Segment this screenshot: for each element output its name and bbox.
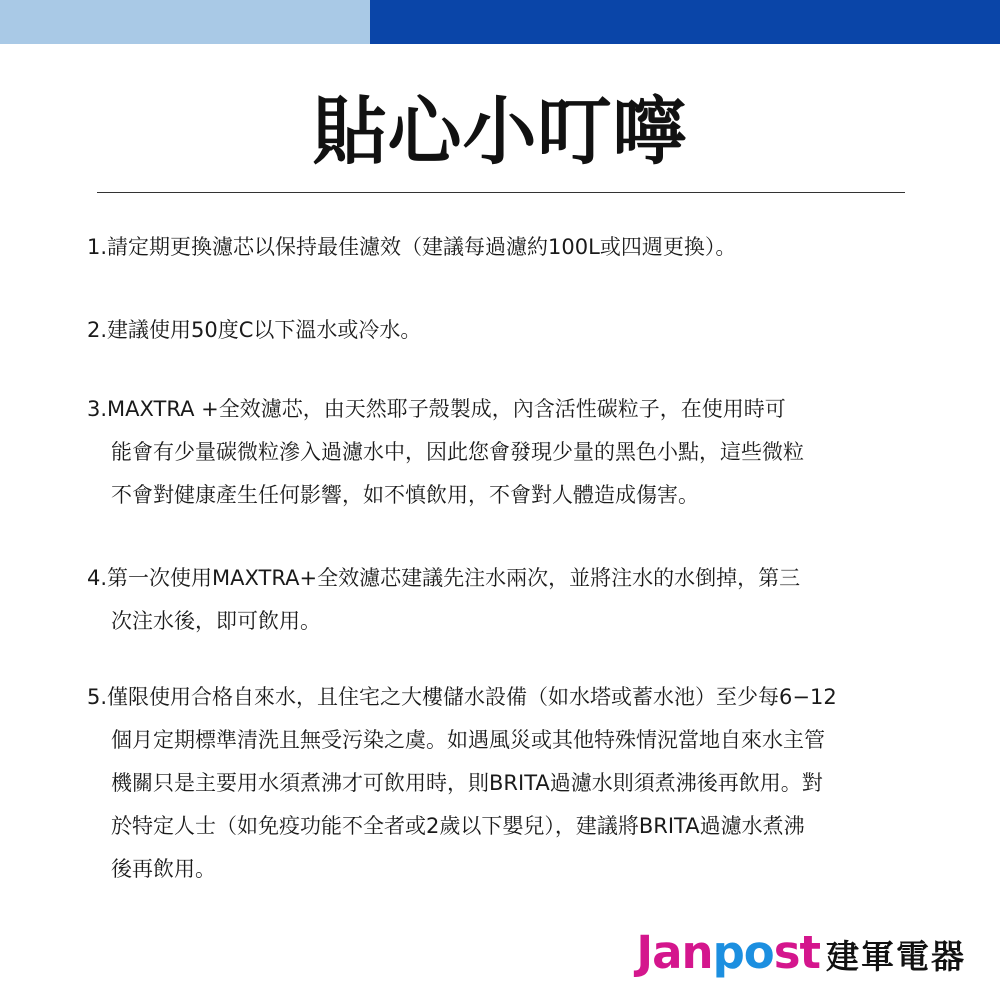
tip-line: 4.第一次使用MAXTRA+全效濾芯建議先注水兩次，並將注水的水倒掉，第三	[87, 566, 801, 590]
brand-part-jan: Jan	[636, 926, 713, 979]
header-bar-dark	[370, 0, 1000, 44]
tip-line: 機關只是主要用水須煮沸才可飲用時，則BRITA過濾水則須煮沸後再飲用。對	[111, 771, 823, 795]
tip-line: 個月定期標準清洗且無受污染之虞。如遇風災或其他特殊情況當地自來水主管	[111, 728, 825, 752]
company-logo	[636, 918, 966, 988]
tip-line: 能會有少量碳微粒滲入過濾水中，因此您會發現少量的黑色小點，這些微粒	[111, 440, 804, 464]
tip-item-4	[87, 557, 957, 643]
tip-item-2	[87, 309, 957, 352]
tip-line: 1.請定期更換濾芯以保持最佳濾效（建議每過濾約100L或四週更換）。	[87, 235, 737, 259]
tip-item-5	[87, 676, 957, 891]
tip-line: 不會對健康產生任何影響，如不慎飲用，不會對人體造成傷害。	[111, 483, 699, 507]
page-title: 貼心小叮嚀	[312, 89, 688, 175]
tip-line: 於特定人士（如免疫功能不全者或2歲以下嬰兒），建議將BRITA過濾水煮沸	[111, 814, 805, 838]
tip-line: 5.僅限使用合格自來水，且住宅之大樓儲水設備（如水塔或蓄水池）至少每6−12	[87, 685, 837, 709]
title-divider	[97, 192, 905, 193]
tip-item-1	[87, 226, 957, 269]
company-name: 建軍電器	[826, 937, 966, 976]
brand-part-po: po	[712, 926, 774, 979]
tip-item-3	[87, 388, 957, 517]
tip-line: 次注水後，即可飲用。	[111, 609, 321, 633]
brand-name	[636, 918, 820, 988]
brand-part-st: st	[773, 926, 820, 979]
tip-line: 2.建議使用50度C以下溫水或冷水。	[87, 318, 422, 342]
tip-line: 3.MAXTRA +全效濾芯，由天然耶子殼製成，內含活性碳粒子，在使用時可	[87, 397, 786, 421]
header-bar-light	[0, 0, 370, 44]
tip-line: 後再飲用。	[111, 857, 216, 881]
